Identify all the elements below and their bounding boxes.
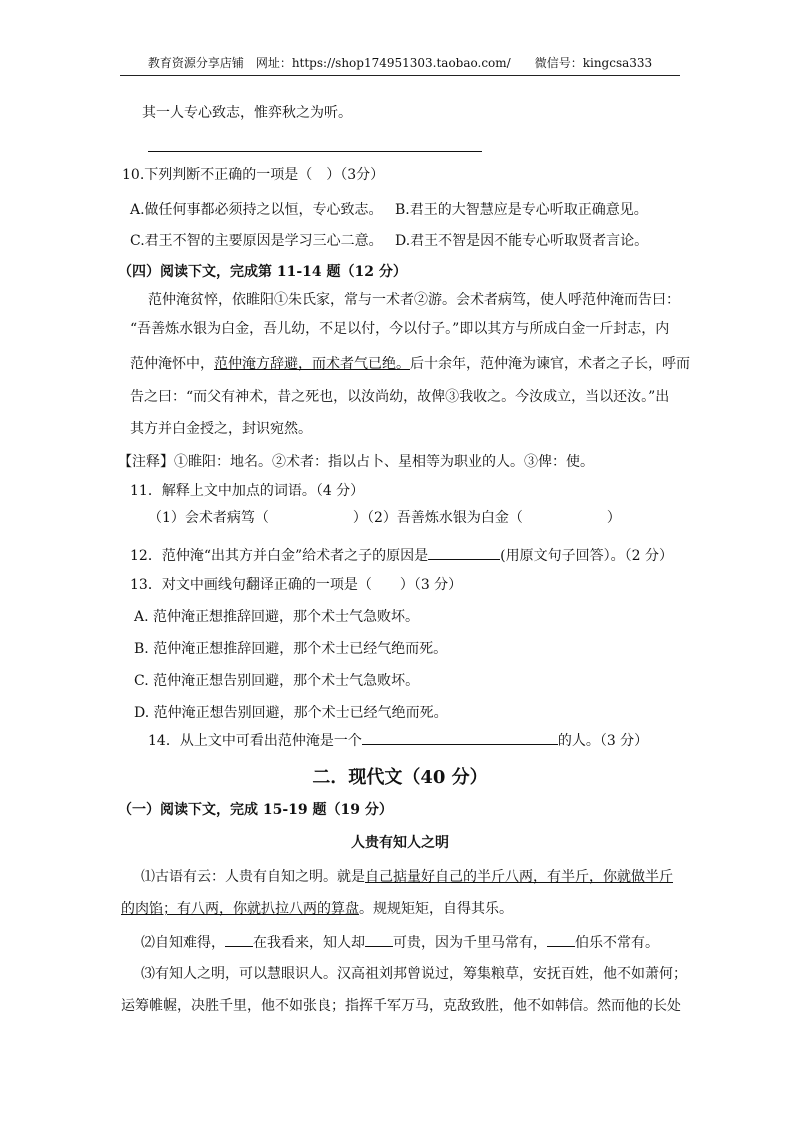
passage-line-2: “吾善炼水银为白金，吾儿幼，不足以付，今以付子。”即以其方与所成白金一斤封志，内 [130,321,670,337]
q12-answer-blank [428,545,500,560]
para2-blank-1 [225,932,253,947]
q13-stem: 13．对文中画线句翻译正确的一项是（ ）（3 分） [130,577,463,593]
q11-item-2: （2）吾善炼水银为白金（ ） [360,510,621,526]
annotation-note: 【注释】①睢阳：地名。②术者：指以占卜、星相等为职业的人。③俾：使。 [118,454,594,470]
page-header: 教育资源分享店铺 网址：https://shop174951303.taobao.com/ 微信号：kingcsa333 [147,56,653,70]
para2-a: ⑵自知难得， [141,935,225,951]
part2-heading: 二．现代文（40 分） [312,767,488,788]
para1-pre: ⑴古语有云：人贵有自知之明。就是 [141,869,365,885]
passage-line-5: 其方并白金授之，封识宛然。 [130,421,312,437]
para2-b: 在我看来，知人却 [253,935,365,951]
q9-answer-blank [148,151,482,152]
q13-option-d: D. 范仲淹正想告别回避，那个术士已经气绝而死。 [134,705,448,721]
q13-option-b: B. 范仲淹正想推辞回避，那个术士已经气绝而死。 [134,641,448,657]
q14-pre: 14．从上文中可看出范仲淹是一个 [148,733,362,749]
para2-d: 伯乐不常有。 [575,935,659,951]
article-para-3-line-2: 运筹帷幄，决胜千里，他不如张良；指挥千军万马，克敌致胜，他不如韩信。然而他的长处 [121,998,681,1014]
article-title: 人贵有知人之明 [351,835,449,851]
para2-c: 可贵，因为千里马常有， [393,935,547,951]
passage-line-3-post: 后十余年，范仲淹为谏官，术者之子长，呼而 [410,356,690,372]
article-para-1-line-2 [121,900,513,918]
q14-answer-blank [362,730,558,745]
q13-option-a: A. 范仲淹正想推辞回避，那个术士气急败坏。 [134,609,420,625]
q13-option-c: C. 范仲淹正想告别回避，那个术士气急败坏。 [134,673,420,689]
passage-line-4: 告之曰：“而父有神术，昔之死也，以汝尚幼，故俾③我收之。今汝成立，当以还汝。”出 [130,389,670,405]
underlined-sentence: 范仲淹方辞避，而术者气已绝。 [214,356,410,372]
article-para-2 [141,932,659,952]
article-para-3-line-1: ⑶有知人之明，可以慧眼识人。汉高祖刘邦曾说过，筹集粮草，安抚百姓，他不如萧何； [141,966,687,982]
passage-line-3 [130,355,690,373]
header-divider [120,75,680,76]
q12-post: (用原文句子回答）。（2 分） [500,548,673,564]
q14-line [148,730,648,750]
q9-quote-line: 其一人专心致志，惟弈秋之为听。 [142,105,352,121]
para1-underlined-1: 自己掂量好自己的半斤八两，有半斤，你就做半斤 [365,869,673,885]
q10-option-d: D.君王不智是因不能专心听取贤者言论。 [395,233,649,249]
q10-option-c: C.君王不智的主要原因是学习三心二意。 [130,233,383,249]
q10-option-b: B.君王的大智慧应是专心听取正确意见。 [395,202,648,218]
q11-item-1: （1）会术者病笃（ ） [148,510,367,526]
q10-stem: 10.下列判断不正确的一项是（ ）（3分） [122,167,385,183]
article-para-1-line-1 [141,868,673,886]
part2-subtitle: （一）阅读下文，完成 15-19 题（19 分） [118,802,393,818]
q10-option-a: A.做任何事都必须持之以恒，专心致志。 [130,202,383,218]
para2-blank-2 [365,932,393,947]
passage-line-1: 范仲淹贫悴，依睢阳①朱氏家，常与一术者②游。会术者病笃，使人呼范仲淹而告曰： [148,292,680,308]
para2-blank-3 [547,932,575,947]
para1-underlined-2: 的肉馅；有八两，你就扒拉八两的算盘 [121,901,359,917]
q12-line [130,545,673,565]
section4-title: （四）阅读下文，完成第 11-14 题（12 分） [118,264,407,280]
q11-stem: 11．解释上文中加点的词语。（4 分） [130,483,365,499]
para1-post: 。规规矩矩，自得其乐。 [359,901,513,917]
passage-line-3-pre: 范仲淹怀中， [130,356,214,372]
q12-pre: 12．范仲淹“出其方并白金”给术者之子的原因是 [130,548,429,564]
q14-post: 的人。（3 分） [557,733,649,749]
